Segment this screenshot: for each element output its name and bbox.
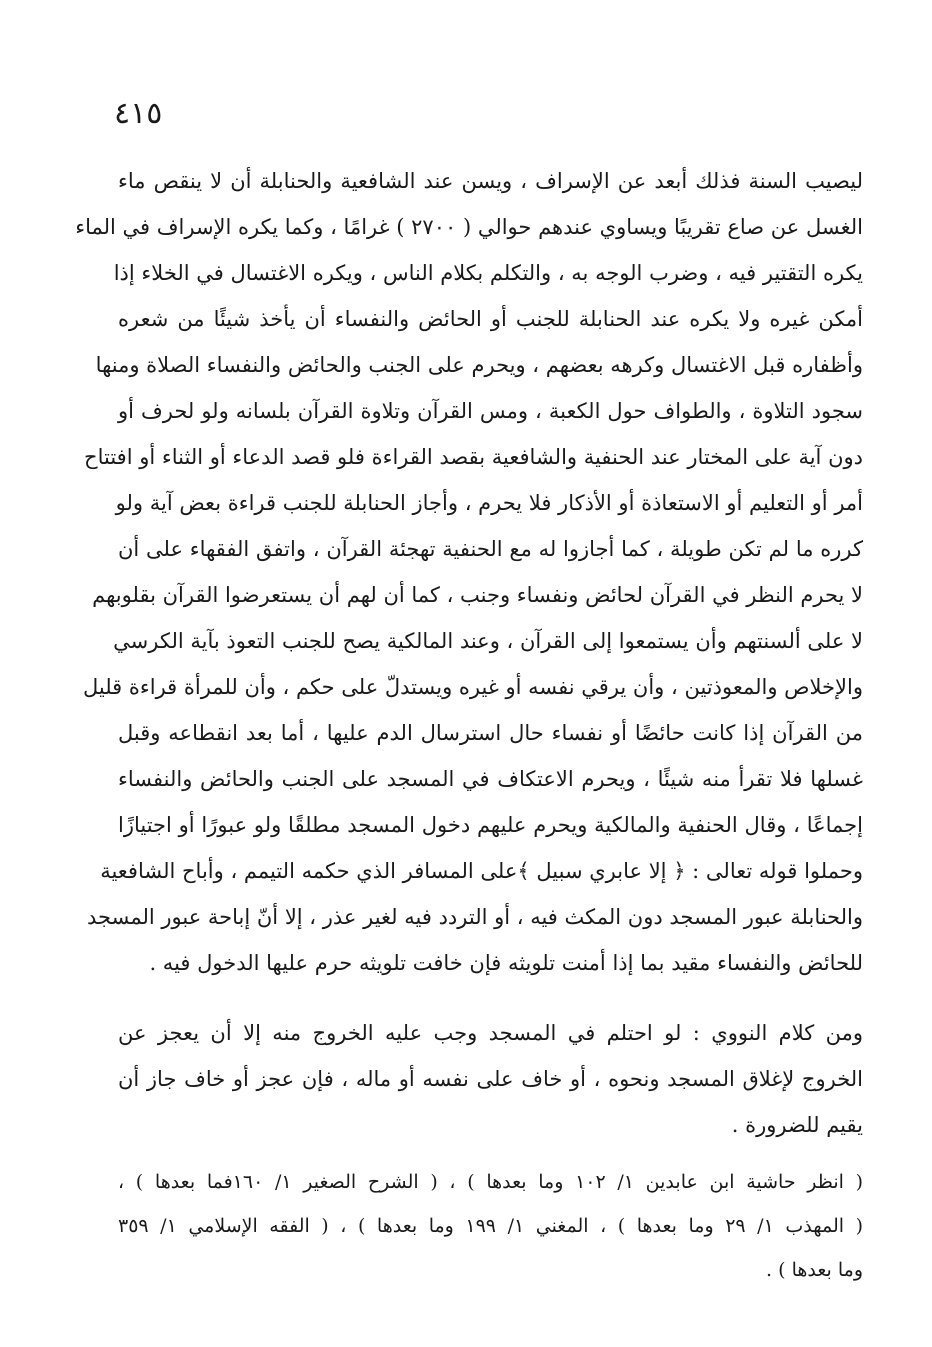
text-line: وأظفاره قبل الاغتسال وكرهه بعضهم ، ويحرم على الجنب والحائض والنفساء الصلاة ومنها (95, 353, 863, 377)
text-line: سجود التلاوة ، والطواف حول الكعبة ، ومس القرآن وتلاوة القرآن بلسانه ولو لحرف أو (118, 399, 863, 423)
reference-line: ( انظر حاشية ابن عابدين ١/ ١٠٢ وما بعدها ) ، ( الشرح الصغير ١/ ١٦٠فما بعدها ) ، (118, 1171, 863, 1193)
text-line: من القرآن إذا كانت حائضًا أو نفساء حال استرسال الدم عليها ، أما بعد انقطاعه وقبل (118, 721, 863, 745)
text-line: أمر أو التعليم أو الاستعاذة أو الأذكار فلا يحرم ، وأجاز الحنابلة للجنب قراءة بعض آية ولو (115, 491, 863, 515)
text-line: ومن كلام النووي : لو احتلم في المسجد وجب عليه الخروج منه إلا أن يعجز عن (118, 1021, 863, 1045)
text-line: أمكن غيره ولا يكره عند الحنابلة للجنب أو الحائض والنفساء أن يأخذ شيئًا من شعره (118, 307, 863, 331)
text-line: يقيم للضرورة . (731, 1113, 863, 1137)
text-line: إجماعًا ، وقال الحنفية والمالكية ويحرم عليهم دخول المسجد مطلقًا ولو عبورًا أو اجتيازًا (118, 813, 863, 837)
references (118, 1160, 863, 1292)
text-line: الخروج لإغلاق المسجد ونحوه ، أو خاف على نفسه أو ماله ، فإن عجز أو خاف جاز أن (118, 1067, 863, 1091)
text-line: دون آية على المختار عند الحنفية والشافعية بقصد القراءة فلو قصد الدعاء أو الثناء أو افتتاح (84, 445, 863, 469)
text-line: لا يحرم النظر في القرآن لحائض ونفساء وجنب ، كما أن لهم أن يستعرضوا القرآن بقلوبهم (92, 583, 863, 607)
text-line: وحملوا قوله تعالى : ﴿ إلا عابري سبيل ﴾على المسافر الذي حكمه التيمم ، وأباح الشافعية (100, 859, 863, 883)
text-line: ليصيب السنة فذلك أبعد عن الإسراف ، ويسن عند الشافعية والحنابلة أن لا ينقص ماء (118, 169, 863, 193)
text-line: كرره ما لم تكن طويلة ، كما أجازوا له مع الحنفية تهجئة القرآن ، واتفق الفقهاء على أن (118, 537, 863, 561)
text-line: الغسل عن صاع تقريبًا ويساوي عندهم حوالي ( ٢٧٠٠ ) غرامًا ، وكما يكره الإسراف في الماء (75, 215, 863, 239)
text-line: لا على ألسنتهم وأن يستمعوا إلى القرآن ، وعند المالكية يصح للجنب التعوذ بآية الكرسي (113, 629, 863, 653)
reference-line: ( المهذب ١/ ٢٩ وما بعدها ) ، المغني ١/ ١٩٩ وما بعدها ) ، ( الفقه الإسلامي ١/ ٣٥٩ (118, 1215, 863, 1237)
text-line: للحائض والنفساء مقيد بما إذا أمنت تلويثه فإن خافت تلويثه حرم عليها الدخول فيه . (149, 951, 863, 975)
reference-line: وما بعدها ) . (766, 1259, 863, 1281)
nawawi-paragraph (118, 1010, 863, 1148)
text-line: والحنابلة عبور المسجد دون المكث فيه ، أو التردد فيه لغير عذر ، إلا أنّ إباحة عبور المسجد (87, 905, 863, 929)
page-number: ٤١٥ (114, 96, 163, 131)
text-line: يكره التقتير فيه ، وضرب الوجه به ، والتكلم بكلام الناس ، ويكره الاغتسال في الخلاء إذا (113, 261, 863, 285)
text-line: غسلها فلا تقرأ منه شيئًا ، ويحرم الاعتكاف في المسجد على الجنب والحائض والنفساء (118, 767, 864, 791)
main-paragraph (75, 158, 864, 986)
text-line: والإخلاص والمعوذتين ، وأن يرقي نفسه أو غيره ويستدلّ على حكم ، وأن للمرأة قراءة قليل (82, 675, 863, 699)
